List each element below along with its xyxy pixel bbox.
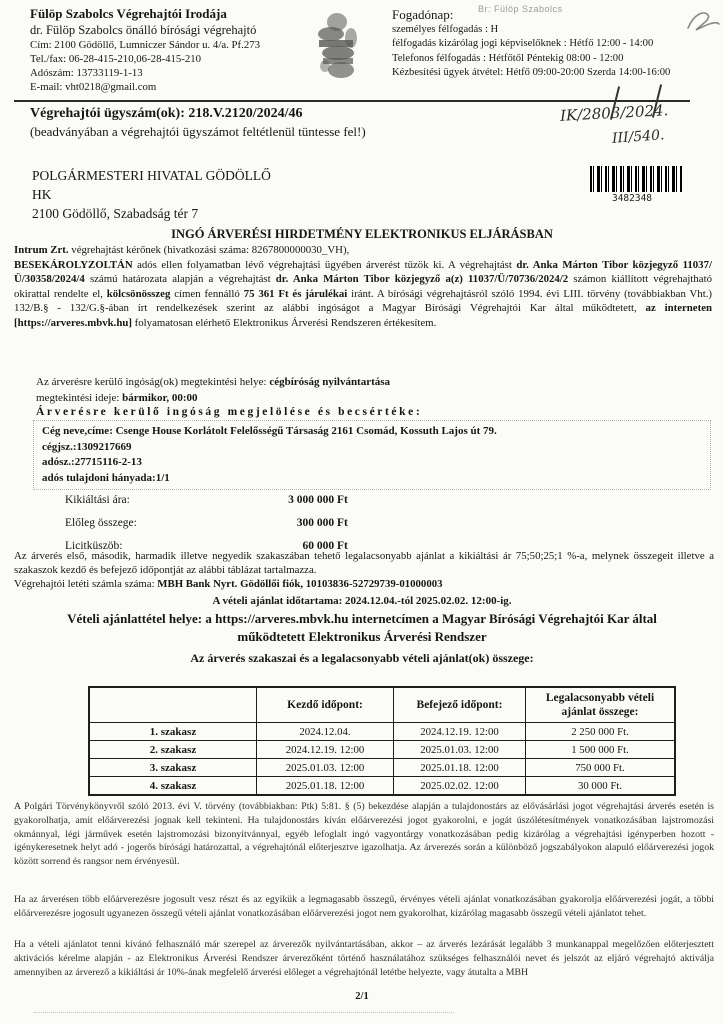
table-row — [89, 777, 675, 796]
auction-stages-table — [88, 686, 676, 796]
faint-scan-text: Br: Fülöp Szabolcs — [478, 4, 563, 14]
reception-line: Telefonos félfogadás : Hétfőtől Péntekig 08:00 - 12:00 — [392, 52, 624, 64]
viewing-place: Az árverésre kerülő ingóság(ok) megtekintési helye: cégbíróság nyilvántartása — [36, 376, 391, 388]
recipient-name: POLGÁRMESTERI HIVATAL GÖDÖLLŐ — [32, 168, 271, 183]
stage-start: 2024.12.19. 12:00 — [257, 741, 394, 759]
viewing-time: megtekintési ideje: bármikor, 00:00 — [36, 391, 198, 404]
stage-start: 2025.01.18. 12:00 — [257, 777, 394, 796]
table-row — [89, 759, 675, 777]
item-section-heading: Árverésre kerülő ingóság megjelölése és becsértéke: — [36, 406, 423, 418]
recipient-line: HK — [32, 187, 52, 202]
case-number-note: (beadványában a végrehajtói ügyszámot feltétlenül tüntesse fel!) — [30, 124, 366, 139]
recipient-address — [32, 166, 271, 223]
offer-place-line: Vételi ajánlattétel helye: a https://arveres.mbvk.hu internetcímen a Magyar Bírósági Végrehajtói Kar által működtetett Elektronikus Árverési Rendszer — [67, 611, 657, 644]
stage-label: 3. szakasz — [89, 759, 257, 777]
deposit-account-line: Végrehajtói letéti számla száma: MBH Bank Nyrt. Gödöllői fiók, 10103836-52729739-01000003 — [14, 578, 443, 590]
stage-lowest-offer: 750 000 Ft. — [526, 759, 676, 777]
reception-line: személyes félfogadás : H — [392, 24, 499, 35]
table-row — [89, 741, 675, 759]
stage-end: 2025.01.03. 12:00 — [394, 741, 526, 759]
bid-increment-label: Licitküszöb: — [65, 540, 123, 552]
handwritten-file-number: III/540. — [611, 127, 665, 147]
legal-paragraph-preemption: A Polgári Törvénykönyvről szóló 2013. évi V. törvény (továbbiakban: Ptk) 5:81. § (5) bekezdése alapján a tulajdonostárs az elővásárlási jogot végrehajtási árverés esetén is gyakorolhatja, amit előárverezési jognak kell tekinteni. Ha tulajdonostárs kíván előárverezési jogot gyakorolni, e jogát úszólétesítmények vonatkozásában lajstromozási okmánnyal, légi járművek esetén lajstromozási bizonyítvánnyal, egyéb lefoglalt ingó vagyontárgy vonatkozásában pedig kizárólag a végrehajtási igényperben hozott - igénykeresetnek helyt adó - jogerős bírósági határozattal, a végrehajtónál előterjesztve igazolhatja. Az árverezés során a különböző jogszabályokon alapuló előárverezési jogok között sorrend és rangsor nem érvényesül. — [14, 801, 714, 868]
case-number-block — [30, 104, 550, 141]
header-end-time: Befejező időpont: — [394, 687, 526, 723]
reception-title: Fogadónap: — [392, 7, 454, 22]
table-header-row — [89, 687, 675, 723]
reception-line: félfogadás kizárólag jogi képviselőknek : Hétfő 12:00 - 14:00 — [392, 38, 654, 50]
company-name-address: Cég neve,címe: Csenge House Korlátolt Felelősségű Társaság 2161 Csomád, Kossuth Lajos út 79. — [42, 425, 497, 437]
stage-lowest-offer: 2 250 000 Ft. — [526, 723, 676, 741]
stage-label: 2. szakasz — [89, 741, 257, 759]
header-lowest-offer: Legalacsonyabb vételi ajánlat összege: — [526, 687, 676, 723]
bid-increment-value: 60 000 Ft — [302, 540, 348, 552]
debtor-ownership-share: adós tulajdoni hányada:1/1 — [42, 471, 170, 484]
deposit-amount-label: Előleg összege: — [65, 517, 137, 529]
viewing-info — [36, 375, 390, 406]
stage-end: 2024.12.19. 12:00 — [394, 723, 526, 741]
starting-price-value: 3 000 000 Ft — [288, 494, 348, 506]
office-tax-number: Adószám: 13733119-1-13 — [30, 67, 143, 79]
letterhead — [30, 6, 320, 94]
stage-table-title: Az árverés szakaszai és a legalacsonyabb vételi ajánlat(ok) összege: — [190, 651, 534, 665]
stage-lowest-offer: 1 500 000 Ft. — [526, 741, 676, 759]
barcode — [590, 166, 682, 192]
office-name: Fülöp Szabolcs Végrehajtói Irodája — [30, 6, 227, 21]
barcode-number: 3482348 — [611, 193, 653, 204]
reception-hours-block — [392, 6, 718, 81]
header-empty — [89, 687, 257, 723]
header-divider — [14, 100, 690, 102]
reception-line: Kézbesítési ügyek átvétel: Hétfő 09:00-20:00 Szerda 14:00-16:00 — [392, 67, 671, 79]
intro-paragraph: Intrum Zrt. végrehajtást kérőnek (hivatkozási száma: 8267800000030_VH), BESEKÁROLYZOLTÁN adós ellen folyamatban lévő végrehajtási ügyében árverést tűzök ki. A végrehajtást dr. Anka Márton Tibor közjegyző 11037/Ü/30358/2024/4 számú határozata alapján a végrehajtást dr. Anka Márton Tibor közjegyző a(z) 11037/Ü/70736/2024/2 számon kiállított végrehajtható okirattal rendelte el, kölcsönösszeg címen fennálló 75 361 Ft és járulékai iránt. A bírósági végrehajtásról szóló 1994. évi LIII. törvény (továbbiakban Vht.) 132/B.§ - 132/G.§-ában írt rendelkezések szerint az alábbi ingóságot a Magyar Bírósági Végrehajtói Kar által működtetett, az interneten [https://arveres.mbvk.hu] folyamatosan elérhető Elektronikus Árverési Rendszeren értékesítem. — [14, 244, 712, 329]
legal-paragraph-activation: Ha a vételi ajánlatot tenni kívánó felhasználó már szerepel az árverezők nyilvántartásában, akkor – az árverés lezárását legalább 3 munkanappal megelőzően előterjesztett aktivációs kérelme alapján - az Elektronikus Árverési Rendszer árverezőként történő használatához szükséges felhasználói nevet és jelszót az eljáró végrehajtó aktiválja amennyiben az árverező a kikiáltási ár 10%-ának megfelelő árverési előleget a végrehajtónál letétbe helyezte, vagy átutalta a MBH — [14, 939, 714, 978]
office-email: E-mail: vht0218@gmail.com — [30, 81, 157, 93]
document-title: INGÓ ÁRVERÉSI HIRDETMÉNY ELEKTRONIKUS ELJÁRÁSBAN — [171, 227, 553, 241]
office-phone: Tel./fax: 06-28-415-210,06-28-415-210 — [30, 53, 202, 65]
stages-note: Az árverés első, második, harmadik illetve negyedik szakaszában tehető legalacsonyabb ajánlat a kikiáltási ár 75;50;25;1 %-a, melynek összegeit illetve a szakaszok kezdő és befejező időpontját az alábbi táblázat tartalmazza. — [14, 550, 714, 576]
office-address: Cím: 2100 Gödöllő, Lumniczer Sándor u. 4/a. Pf.273 — [30, 39, 261, 51]
stage-start: 2025.01.03. 12:00 — [257, 759, 394, 777]
price-row — [65, 494, 485, 517]
table-row — [89, 723, 675, 741]
case-number: Végrehajtói ügyszám(ok): 218.V.2120/2024/46 — [30, 106, 303, 121]
header-start-time: Kezdő időpont: — [257, 687, 394, 723]
page-number: 2/1 — [355, 991, 369, 1002]
coat-of-arms-stamp-icon — [311, 8, 367, 84]
stage-lowest-offer: 30 000 Ft. — [526, 777, 676, 796]
stage-start: 2024.12.04. — [257, 723, 394, 741]
bailiff-name: dr. Fülöp Szabolcs önálló bírósági végrehajtó — [30, 23, 257, 37]
stage-end: 2025.01.18. 12:00 — [394, 759, 526, 777]
legal-paragraph-multiple-rights: Ha az árverésen több előárverezésre jogosult vesz részt és az egyikük a legmagasabb összegű, érvényes vételi ajánlat vonatkozásában gyakorolja előárverezési jogát, a többi előárverezésre jogosult ugyanezen összegű vételi ajánlat vonatkozásában előárverezési jogot nem gyakorolhat, kizárólag magasabb összegű vételi ajánlatot tehet. — [14, 894, 714, 919]
stage-label: 4. szakasz — [89, 777, 257, 796]
company-tax-number: adósz.:27715116-2-13 — [42, 456, 142, 468]
stage-label: 1. szakasz — [89, 723, 257, 741]
deposit-amount-value: 300 000 Ft — [296, 517, 348, 529]
handwritten-registry-number: IK/2803/2024. — [559, 101, 669, 125]
stage-end: 2025.02.02. 12:00 — [394, 777, 526, 796]
price-row — [65, 517, 485, 540]
recipient-city: 2100 Gödöllő, Szabadság tér 7 — [32, 206, 199, 221]
company-registry-number: cégjsz.:1309217669 — [42, 440, 132, 453]
auction-item-box — [33, 420, 711, 490]
starting-price-label: Kikiáltási ára: — [65, 494, 130, 506]
scan-artifact-line — [34, 1012, 454, 1013]
offer-period-line: A vételi ajánlat időtartama: 2024.12.04.-tól 2025.02.02. 12:00-ig. — [212, 595, 512, 607]
